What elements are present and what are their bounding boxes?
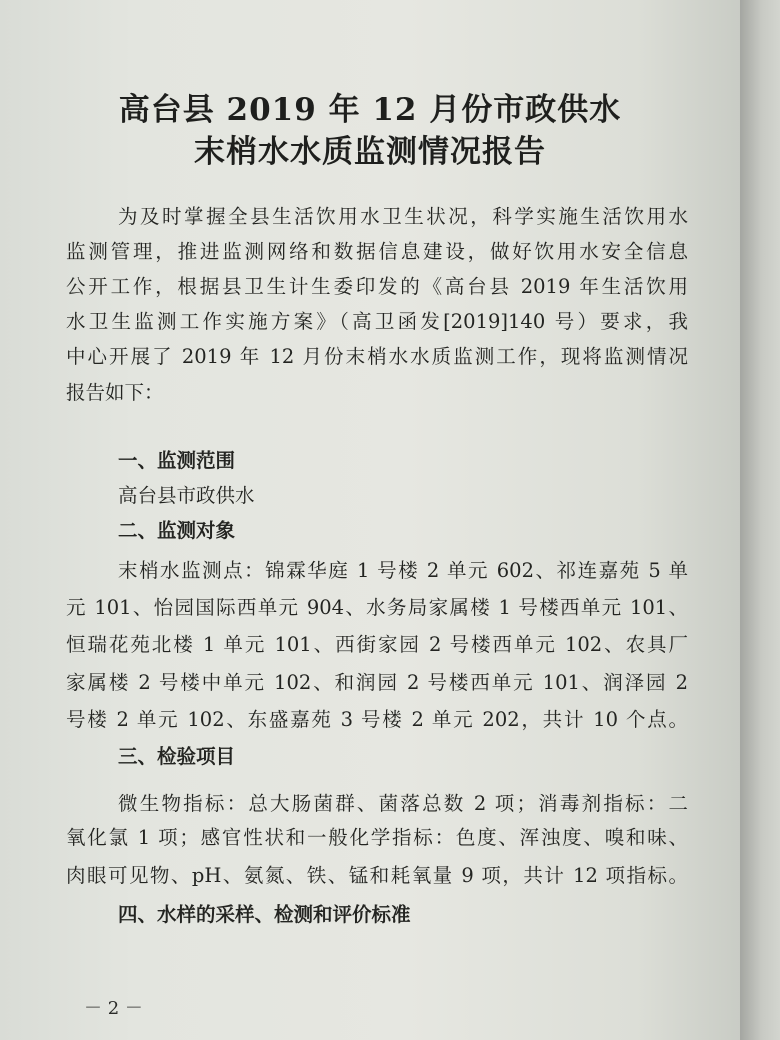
- intro-line: 水卫生监测工作实施方案》（高卫函发[2019]140 号）要求，我: [66, 310, 688, 333]
- section-text-items: 微生物指标：总大肠菌群、菌落总数 2 项；消毒剂指标：二: [118, 792, 688, 815]
- title-line-2: 末梢水水质监测情况报告: [194, 134, 546, 170]
- section-heading-targets: 二、监测对象: [118, 519, 236, 542]
- section-heading-standards: 四、水样的采样、检测和评价标准: [118, 903, 411, 926]
- section-text-targets: 家属楼 2 号楼中单元 102、和润园 2 号楼西单元 101、润泽园 2: [66, 671, 688, 694]
- title-line-1: 高台县 2019 年 12 月份市政供水: [118, 92, 622, 128]
- section-text-targets: 号楼 2 单元 102、东盛嘉苑 3 号楼 2 单元 202，共计 10 个点。: [66, 708, 688, 731]
- section-text-targets: 恒瑞花苑北楼 1 单元 101、西街家园 2 号楼西单元 102、农具厂: [66, 633, 688, 656]
- section-text-targets: 末梢水监测点：锦霖华庭 1 号楼 2 单元 602、祁连嘉苑 5 单: [118, 559, 688, 582]
- intro-line: 报告如下：: [66, 381, 164, 404]
- section-heading-scope: 一、监测范围: [118, 449, 236, 472]
- page-number: － 2 －: [84, 998, 143, 1019]
- section-heading-items: 三、检验项目: [118, 745, 236, 768]
- intro-line: 为及时掌握全县生活饮用水卫生状况，科学实施生活饮用水: [118, 205, 688, 228]
- intro-line: 中心开展了 2019 年 12 月份末梢水水质监测工作，现将监测情况: [66, 345, 688, 368]
- section-text-items: 氧化氯 1 项；感官性状和一般化学指标：色度、浑浊度、嗅和味、: [66, 826, 688, 849]
- section-text-scope: 高台县市政供水: [118, 484, 255, 507]
- background-page-edge: [740, 0, 780, 1040]
- intro-line: 公开工作，根据县卫生计生委印发的《高台县 2019 年生活饮用: [66, 275, 688, 298]
- section-text-targets: 元 101、怡园国际西单元 904、水务局家属楼 1 号楼西单元 101、: [66, 596, 688, 619]
- section-text-items: 肉眼可见物、pH、氨氮、铁、锰和耗氧量 9 项，共计 12 项指标。: [66, 864, 688, 887]
- intro-line: 监测管理，推进监测网络和数据信息建设，做好饮用水安全信息: [66, 240, 688, 263]
